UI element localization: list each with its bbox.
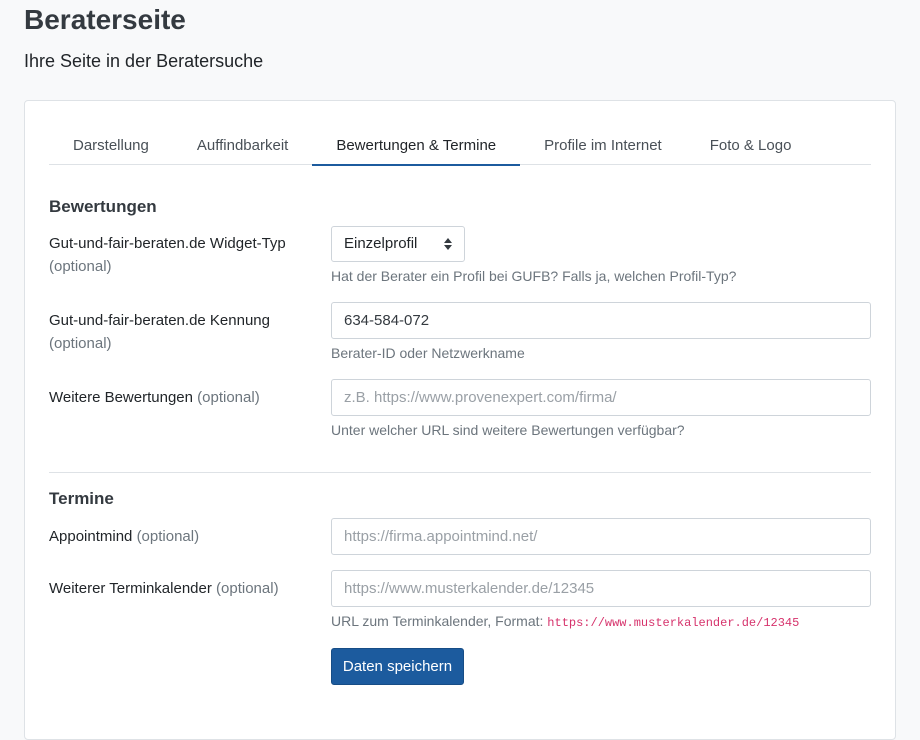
- terminkalender-format-example: https://www.musterkalender.de/12345: [547, 616, 800, 630]
- appointmind-label-text: Appointmind: [49, 528, 133, 545]
- widget-type-help: Hat der Berater ein Profil bei GUFB? Falls ja, welchen Profil-Typ?: [331, 268, 737, 284]
- tab-profile-im-internet[interactable]: Profile im Internet: [544, 137, 662, 154]
- weitere-bewertungen-label-text: Weitere Bewertungen: [49, 389, 193, 406]
- widget-type-label-text: Gut-und-fair-beraten.de Widget-Typ: [49, 235, 286, 252]
- section-divider: [49, 472, 871, 473]
- tab-auffindbarkeit[interactable]: Auffindbarkeit: [196, 137, 289, 154]
- tab-darstellung[interactable]: Darstellung: [73, 137, 149, 154]
- kennung-input[interactable]: 634-584-072: [331, 302, 871, 339]
- terminkalender-help: [331, 613, 799, 630]
- settings-card: [24, 100, 896, 740]
- tab-bar: [49, 125, 871, 165]
- optional-hint: (optional): [197, 389, 260, 406]
- page-title: Beraterseite: [24, 4, 186, 35]
- tab-foto-logo[interactable]: Foto & Logo: [709, 137, 792, 154]
- terminkalender-help-text: URL zum Terminkalender, Format:: [331, 613, 544, 629]
- optional-hint: (optional): [216, 580, 279, 597]
- optional-hint: (optional): [136, 528, 200, 545]
- weitere-bewertungen-label: [49, 386, 319, 409]
- optional-hint: (optional): [49, 258, 112, 275]
- kennung-help: Berater-ID oder Netzwerkname: [331, 345, 525, 361]
- page-subtitle: Ihre Seite in der Beratersuche: [24, 51, 264, 71]
- section-title-bewertungen: Bewertungen: [49, 197, 157, 216]
- appointmind-label: [49, 525, 319, 548]
- optional-hint: (optional): [49, 335, 112, 352]
- widget-type-selected-value: Einzelprofil: [344, 235, 418, 252]
- weitere-bewertungen-help: Unter welcher URL sind weitere Bewertungen verfügbar?: [331, 422, 685, 438]
- terminkalender-label: [49, 577, 319, 600]
- weitere-bewertungen-input[interactable]: z.B. https://www.provenexpert.com/firma/: [331, 379, 871, 416]
- up-down-caret-icon: [444, 238, 452, 250]
- widget-type-select[interactable]: [331, 226, 465, 262]
- terminkalender-label-text: Weiterer Terminkalender: [49, 580, 212, 597]
- kennung-label: [49, 309, 319, 355]
- kennung-label-text: Gut-und-fair-beraten.de Kennung: [49, 312, 270, 329]
- appointmind-input[interactable]: https://firma.appointmind.net/: [331, 518, 871, 555]
- widget-type-label: [49, 232, 319, 278]
- terminkalender-input[interactable]: https://www.musterkalender.de/12345: [331, 570, 871, 607]
- save-button[interactable]: Daten speichern: [331, 648, 464, 685]
- section-title-termine: Termine: [49, 489, 114, 508]
- tab-bewertungen-termine[interactable]: Bewertungen & Termine: [312, 125, 520, 166]
